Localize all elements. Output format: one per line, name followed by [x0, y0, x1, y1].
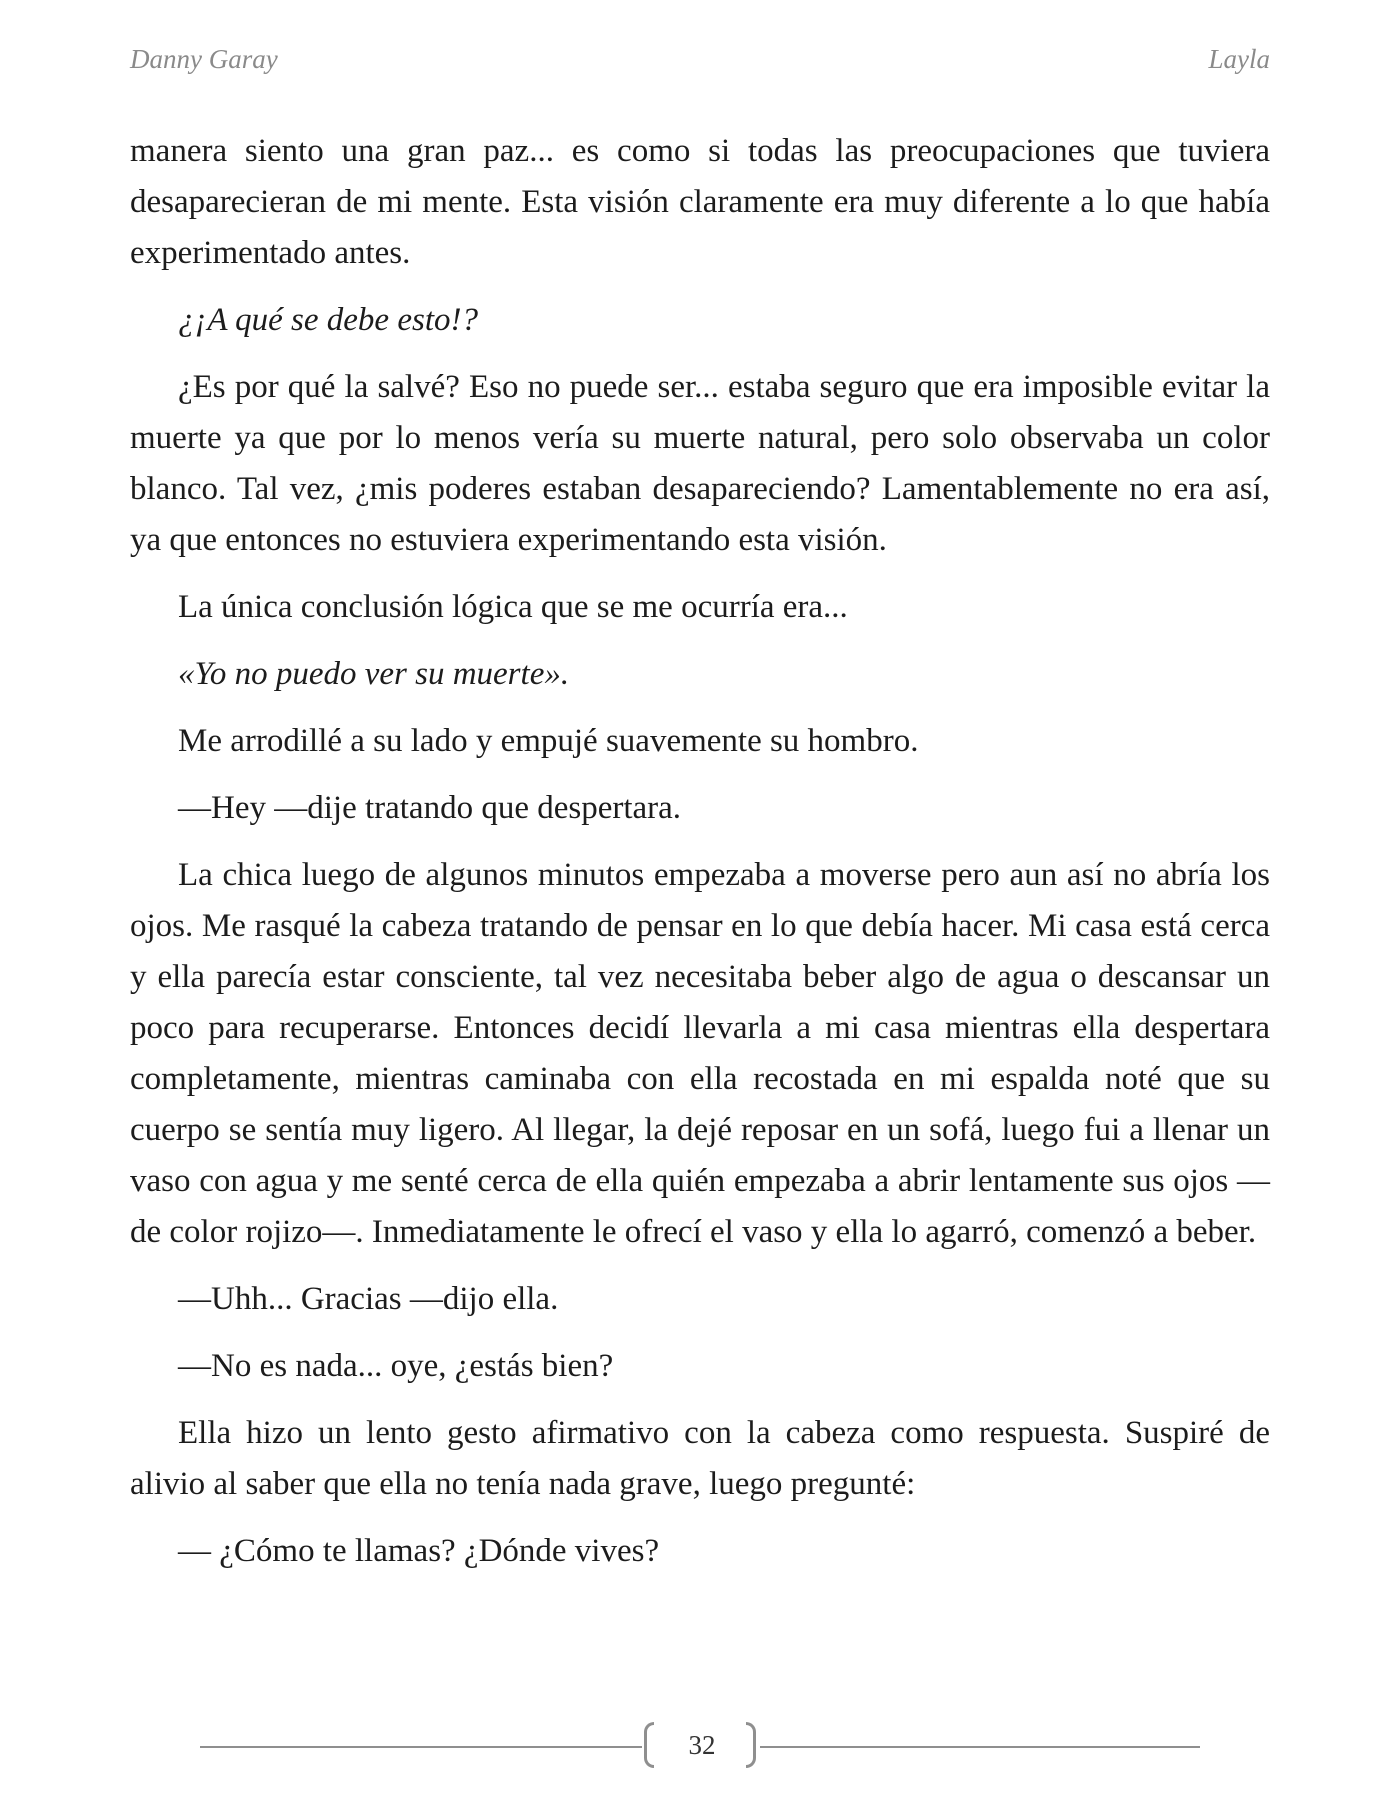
- page-body: [130, 126, 1270, 1593]
- running-header: [130, 44, 1270, 75]
- dialogue-line: —Hey —dije tratando que despertara.: [178, 790, 682, 826]
- footer-rule-right: [760, 1746, 1200, 1748]
- author-name: Danny Garay: [130, 44, 278, 74]
- dialogue-line: —Uhh... Gracias —dijo ella.: [178, 1281, 559, 1317]
- page-footer: [200, 1722, 1200, 1772]
- paragraph: manera siento una gran paz... es como si todas las preocupaciones que tuviera desaparecieran de mi mente. Esta visión claramente era muy diferente a lo que había experimentado antes.: [130, 133, 1270, 271]
- open-bracket-icon: [644, 1722, 654, 1768]
- italic-thought: «Yo no puedo ver su muerte».: [178, 656, 570, 692]
- paragraph: Me arrodillé a su lado y empujé suavemente su hombro.: [178, 723, 919, 759]
- dialogue-line: — ¿Cómo te llamas? ¿Dónde vives?: [178, 1533, 660, 1569]
- footer-rule-left: [200, 1746, 642, 1748]
- close-bracket-icon: [746, 1722, 756, 1768]
- dialogue-line: —No es nada... oye, ¿estás bien?: [178, 1348, 614, 1384]
- book-title: Layla: [1208, 44, 1270, 74]
- paragraph: La única conclusión lógica que se me ocurría era...: [178, 589, 848, 625]
- page-number: 32: [688, 1730, 716, 1760]
- paragraph: Ella hizo un lento gesto afirmativo con la cabeza como respuesta. Suspiré de alivio al saber que ella no tenía nada grave, luego pregunté:: [130, 1415, 1270, 1502]
- paragraph: ¿Es por qué la salvé? Eso no puede ser... estaba seguro que era imposible evitar la muerte ya que por lo menos vería su muerte natural, pero solo observaba un color blanco. Tal vez, ¿mis poderes estaban desapareciendo? Lamentablemente no era así, ya que entonces no estuviera experimentando esta visión.: [130, 369, 1270, 558]
- paragraph: La chica luego de algunos minutos empezaba a moverse pero aun así no abría los ojos. Me rasqué la cabeza tratando de pensar en lo que debía hacer. Mi casa está cerca y ella parecía estar consciente, tal vez necesitaba beber algo de agua o descansar un poco para recuperarse. Entonces decidí llevarla a mi casa mientras ella despertara completamente, mientras caminaba con ella recostada en mi espalda noté que su cuerpo se sentía muy ligero. Al llegar, la dejé reposar en un sofá, luego fui a llenar un vaso con agua y me senté cerca de ella quién empezaba a abrir lentamente sus ojos —de color rojizo—. Inmediatamente le ofrecí el vaso y ella lo agarró, comenzó a beber.: [130, 857, 1270, 1250]
- italic-thought: ¿¡A qué se debe esto!?: [178, 302, 478, 338]
